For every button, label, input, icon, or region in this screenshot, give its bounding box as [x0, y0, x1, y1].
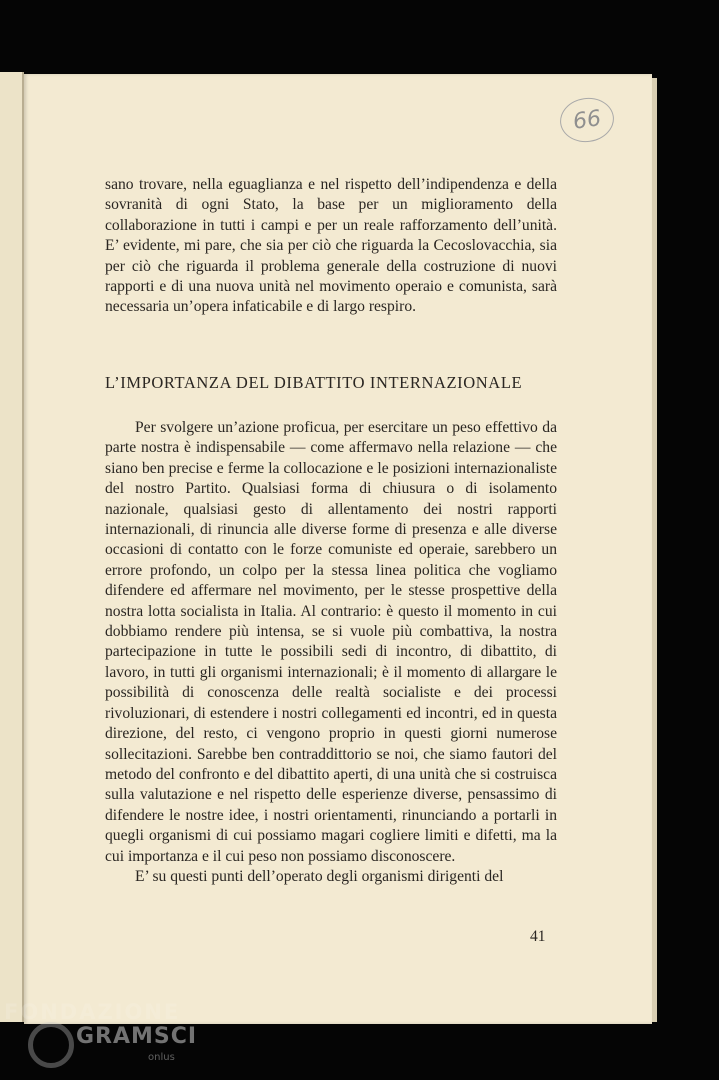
body-text-bottom — [105, 418, 557, 887]
handwritten-archive-number: 66 — [557, 94, 617, 145]
watermark-fondazione-text: FONDAZIONE — [4, 1000, 181, 1024]
facing-page-edge — [0, 72, 24, 1022]
section-heading: L’IMPORTANZA DEL DIBATTITO INTERNAZIONALE — [105, 373, 523, 392]
paragraph-1: sano trovare, nella eguaglianza e nel rispetto dell’indipendenza e della sovranità di ogni Stato, la base per un miglioramento della collaborazione in tutti i campi e per un reale rafforzamento dell’unità. E’ evidente, mi pare, che sia per ciò che riguarda la Cecoslovacchia, sia per ciò che riguarda il problema generale della costruzione di nuovi rapporti e di una nuova unità nel movimento operaio e comunista, sarà necessaria un’opera infaticabile e di largo respiro. — [105, 176, 557, 316]
fondazione-gramsci-watermark — [0, 1000, 230, 1080]
watermark-gramsci-text: GRAMSCI — [76, 1024, 198, 1049]
page-number: 41 — [530, 928, 546, 945]
paragraph-3: E’ su questi punti dell’operato degli organismi dirigenti del — [135, 867, 504, 885]
watermark-onlus-text: onlus — [148, 1052, 175, 1063]
page-right-edge — [652, 78, 657, 1022]
gramsci-logo-icon — [28, 1022, 74, 1068]
paragraph-2: Per svolgere un’azione proficua, per esercitare un peso effettivo da parte nostra è indispensabile — come affermavo nella relazione — che siano ben precise e ferme la collocazione e le posizioni internazionaliste del nostro Partito. Qualsiasi forma di chiusura o di isolamento nazionale, qualsiasi gesto di allentamento dei nostri rapporti internazionali, di rinuncia alle diverse forme di presenza e alle diverse occasioni di contatto con le forze comuniste ed operaie, sarebbero un errore profondo, un colpo per la stessa linea politica che vogliamo difendere ed affermare nel movimento, per le stesse prospettive della nostra lotta socialista in Italia. Al contrario: è questo il momento in cui dobbiamo rendere più intensa, se si vuole più combattiva, la nostra partecipazione in tutte le possibili sedi di incontro, di dibattito, di lavoro, in tutti gli organismi internazionali; è il momento di allargare le possibilità di conoscenza delle realtà socialiste e dei processi rivoluzionari, di estendere i nostri collegamenti ed incontri, ed in questa direzione, del resto, ci vengono proprio in questi giorni numerose sollecitazioni. Sarebbe ben contraddittorio se noi, che siamo fautori del metodo del confronto e del dibattito aperti, di una unità che si costruisca sulla valutazione e nel rispetto delle esperienze diverse, pensassimo di difendere le nostre idee, i nostri orientamenti, rinunciando a portarli in quegli organismi di cui possiamo magari cogliere limiti e difetti, ma la cui importanza e il cui peso non possiamo disconoscere. — [105, 419, 557, 865]
body-text-top — [105, 175, 557, 318]
